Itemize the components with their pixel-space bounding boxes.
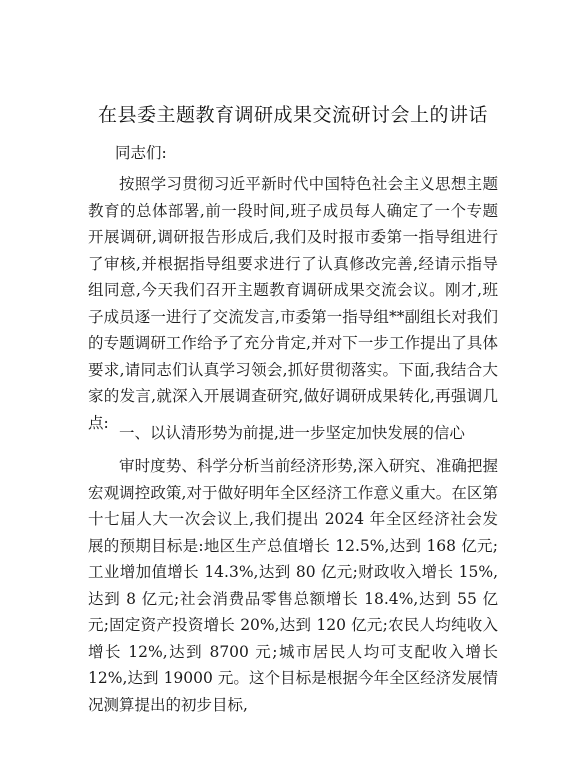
section-heading-1: 一、以认清形势为前提,进一步坚定加快发展的信心 (119, 424, 465, 442)
document-title: 在县委主题教育调研成果交流研讨会上的讲话 (97, 104, 488, 126)
paragraph-intro: 按照学习贯彻习近平新时代中国特色社会主义思想主题教育的总体部署,前一段时间,班子成员每人确定了一个专题开展调研,调研报告形成后,我们及时报市委第一指导组进行了审核,并根据指导组要求进行了认真修改完善,经请示指导组同意,今天我们召开主题教育调研成果交流会议。刚才,班子成员逐一进行了交流发言,市委第一指导组**副组长对我们的专题调研工作给予了充分肯定,并对下一步工作提出了具体要求,请同志们认真学习领会,抓好贯彻落实。下面,我结合大家的发言,就深入开展调查研究,做好调研成果转化,再强调几点: (88, 175, 498, 432)
salutation: 同志们: (115, 144, 167, 162)
paragraph-economic-targets: 审时度势、科学分析当前经济形势,深入研究、准确把握宏观调控政策,对于做好明年全区经济工作意义重大。在区第十七届人大一次会议上,我们提出 2024 年全区经济社会发展的预期目标是:地区生产总值增长 12.5%,达到 168 亿元;工业增加值增长 14.3%,达到 80 亿元;财政收入增长 15%,达到 8 亿元;社会消费品零售总额增长 18.4%,达到 55 亿元;固定资产投资增长 20%,达到 120 亿元;农民人均纯收入增长 12%,达到 8700 元;城市居民人均可支配收入增长 12%,达到 19000 元。这个目标是根据今年全区经济发展情况测算提出的初步目标, (88, 457, 498, 714)
